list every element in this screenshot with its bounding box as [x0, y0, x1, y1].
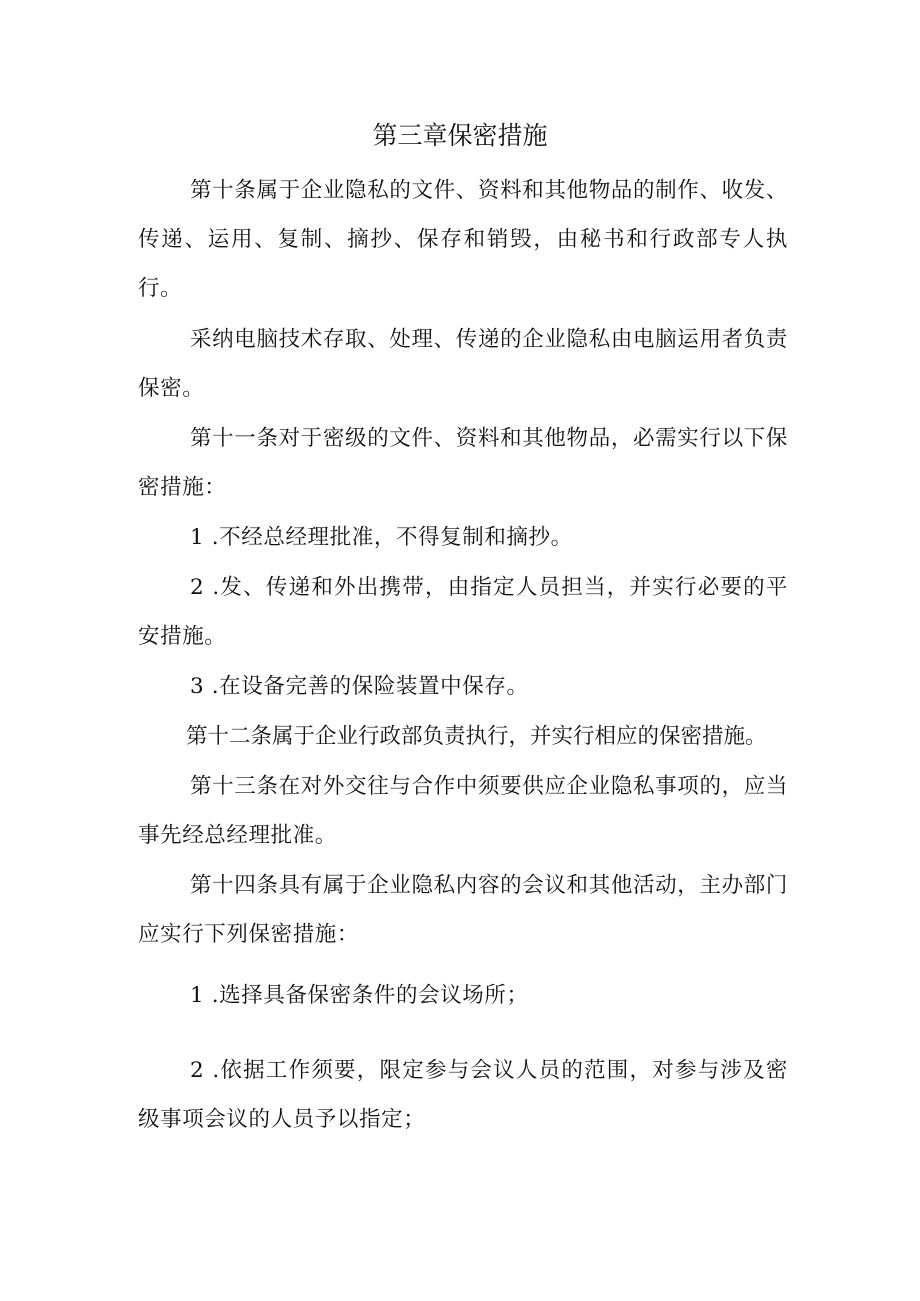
paragraph-article-11: 第十一条对于密级的文件、资料和其他物品，必需实行以下保密措施： [138, 426, 788, 500]
list-item-14-1: 1 .选择具备保密条件的会议场所； [190, 983, 529, 1008]
list-item-14-2: 2 .依据工作须要，限定参与会议人员的范围，对参与涉及密级事项会议的人员予以指定； [138, 1058, 788, 1132]
chapter-title: 第三章保密措施 [372, 121, 548, 150]
list-item-11-3: 3 .在设备完善的保险装置中保存。 [190, 674, 529, 699]
list-item-11-1: 1 .不经总经理批准，不得复制和摘抄。 [190, 525, 573, 550]
paragraph-article-12: 第十二条属于企业行政部负责执行，并实行相应的保密措施。 [186, 724, 767, 749]
paragraph-computer-confidentiality: 采纳电脑技术存取、处理、传递的企业隐私由电脑运用者负责保密。 [138, 327, 788, 401]
paragraph-article-13: 第十三条在对外交往与合作中须要供应企业隐私事项的，应当事先经总经理批准。 [138, 774, 788, 848]
paragraph-article-10: 第十条属于企业隐私的文件、资料和其他物品的制作、收发、传递、运用、复制、摘抄、保存和销毁，由秘书和行政部专人执行。 [138, 178, 788, 301]
list-item-11-2: 2 .发、传递和外出携带，由指定人员担当，并实行必要的平安措施。 [138, 575, 788, 649]
paragraph-article-14: 第十四条具有属于企业隐私内容的会议和其他活动，主办部门应实行下列保密措施： [138, 873, 788, 947]
